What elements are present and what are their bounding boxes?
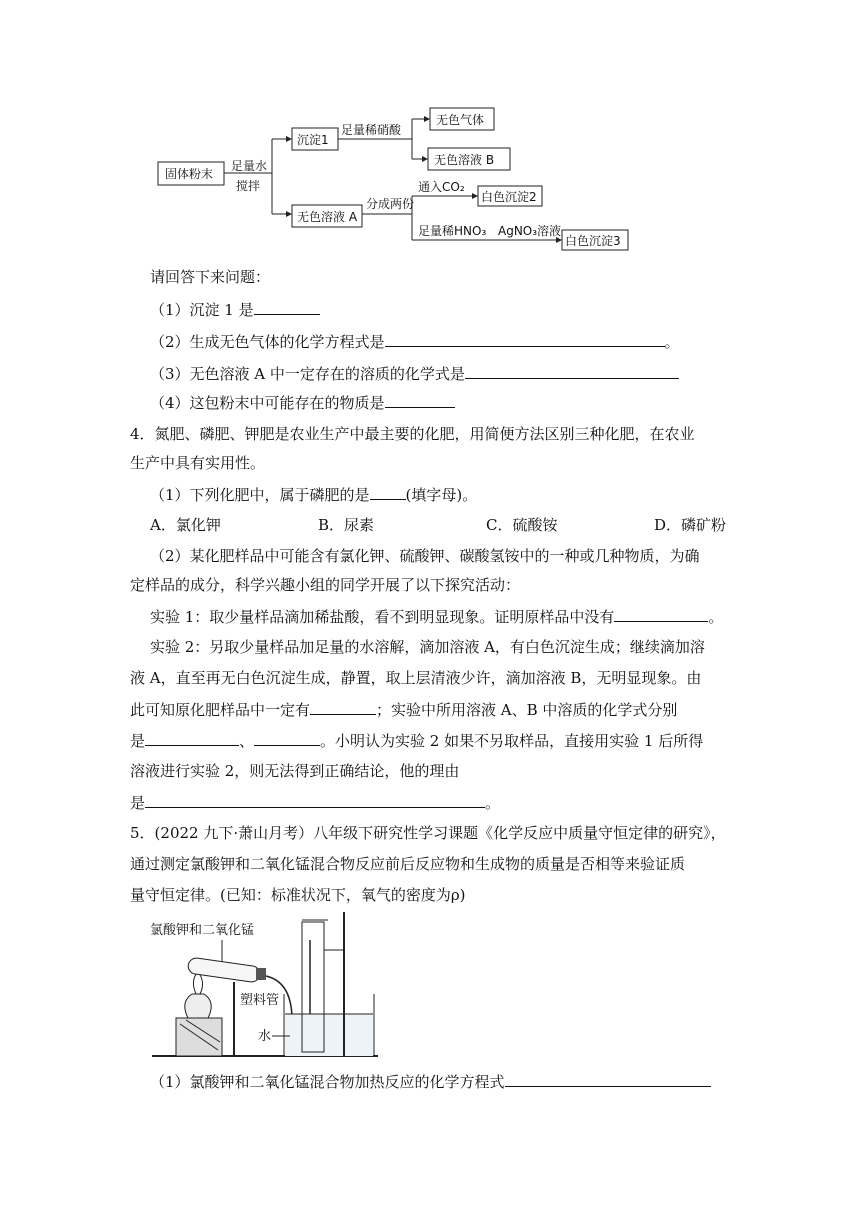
q4-part2-line2: 定样品的成分，科学兴趣小组的同学开展了以下探究活动： [130,576,521,594]
q4-exp2-line3 [130,698,677,721]
q4-exp2-line1: 实验 2：另取少量样品加足量的水溶解，滴加溶液 A，有白色沉淀生成；继续滴加溶 [150,638,705,656]
box-precip1-label: 沉淀1 [297,133,329,147]
q4-exp1-end: 。 [708,608,724,626]
q3-part2 [150,330,680,353]
q5-line2: 通过测定氯酸钾和二氧化锰混合物反应前后反应物和生成物的质量是否相等来验证质 [130,855,686,873]
figure-label-tube: 塑料管 [240,993,280,1008]
box-solA-label: 无色溶液 A [297,210,358,224]
q3-part2-text: （2）生成无色气体的化学方程式是 [150,333,385,351]
q3-part3-text: （3）无色溶液 A 中一定存在的溶质的化学式是 [150,365,465,383]
q4-part1-end: (填字母)。 [405,486,478,504]
q3-part2-end: 。 [664,333,680,351]
q5-line3: 量守恒定律。(已知：标准状况下，氧气的密度为ρ) [130,886,466,904]
q4-exp1 [150,605,723,628]
q4-exp2-line4-end: 。小明认为实验 2 如果不另取样品，直接用实验 1 后所得 [320,732,704,750]
q3-part1-text: （1）沉淀 1 是 [150,301,254,319]
q4-exp2-line4-start: 是 [130,732,146,750]
flowchart [0,0,860,260]
q3-part3 [150,362,679,385]
answer-blank[interactable] [370,483,406,500]
q4-part2-line1: （2）某化肥样品中可能含有氯化钾、硫酸钾、碳酸氢铵中的一种或几种物质，为确 [150,547,700,565]
q4-part1 [150,483,477,506]
q4-exp2-line3-end: ；实验中所用溶液 A、B 中溶质的化学式分别 [376,701,678,719]
q4-part1-text: （1）下列化肥中，属于磷肥的是 [150,486,370,504]
figure-label-water: 水 [258,1029,272,1044]
q4-exp2-line6-start: 是 [130,794,146,812]
q3-intro: 请回答下来问题： [150,268,271,286]
q5-part1-text: （1）氯酸钾和二氧化锰混合物加热反应的化学方程式 [150,1073,505,1091]
co2-label: 通入CO₂ [418,180,465,194]
q4-line2: 生产中具有实用性。 [130,454,266,472]
q4-exp2-line6 [130,791,500,814]
apparatus-figure [0,910,860,1070]
q4-exp2-line5: 溶液进行实验 2，则无法得到正确结论，他的理由 [130,762,460,780]
option-d[interactable]: D．磷矿粉 [654,516,727,534]
box-precip3-label: 白色沉淀3 [565,234,621,248]
q4-exp2-line2: 液 A，直至再无白色沉淀生成，静置，取上层清液少许，滴加溶液 B，无明显现象。由 [130,669,702,687]
q4-exp2-line4-mid: 、 [239,732,255,750]
answer-blank[interactable] [465,362,679,379]
agno3-label: AgNO₃溶液 [498,224,562,238]
answer-blank[interactable] [145,791,485,808]
box-start-label: 固体粉末 [165,167,214,181]
q4-exp2-line4 [130,729,703,752]
alcohol-lamp [185,994,211,1018]
step1-bottom: 搅拌 [236,179,261,193]
option-b[interactable]: B．尿素 [318,516,375,534]
answer-blank[interactable] [385,391,455,408]
option-a[interactable]: A．氯化钾 [150,516,221,534]
box-precip2-label: 白色沉淀2 [481,190,537,204]
answer-blank[interactable] [505,1070,711,1087]
answer-blank[interactable] [254,298,320,315]
answer-blank[interactable] [254,729,320,746]
figure-label-reagents: 氯酸钾和二氧化锰 [150,923,255,938]
q4-exp1-text: 实验 1：取少量样品滴加稀盐酸，看不到明显现象。证明原样品中没有 [150,608,615,626]
box-solB-label: 无色溶液 B [434,153,495,167]
box-gas-label: 无色气体 [436,113,485,127]
acid-label: 足量稀硝酸 [341,123,402,137]
q5-line1: 5．(2022 九下·萧山月考）八年级下研究性学习课题《化学反应中质量守恒定律的研究》， [130,824,726,842]
q3-part4-text: （4）这包粉末中可能存在的物质是 [150,394,385,412]
q4-exp2-line6-end: 。 [485,794,501,812]
answer-blank[interactable] [145,729,239,746]
hno3-label: 足量稀HNO₃ [418,224,487,238]
answer-blank[interactable] [614,605,708,622]
q4-exp2-line3-text: 此可知原化肥样品中一定有 [130,701,311,719]
answer-blank[interactable] [310,698,376,715]
option-c[interactable]: C．硫酸铵 [486,516,558,534]
q3-part4 [150,391,455,414]
step1-top: 足量水 [231,159,268,173]
split-label: 分成两份 [366,197,415,211]
q4-line1: 4．氮肥、磷肥、钾肥是农业生产中最主要的化肥，用简便方法区别三种化肥，在农业 [130,425,695,443]
q3-part1 [150,298,320,321]
answer-blank[interactable] [385,330,665,347]
q5-part1 [150,1070,711,1093]
